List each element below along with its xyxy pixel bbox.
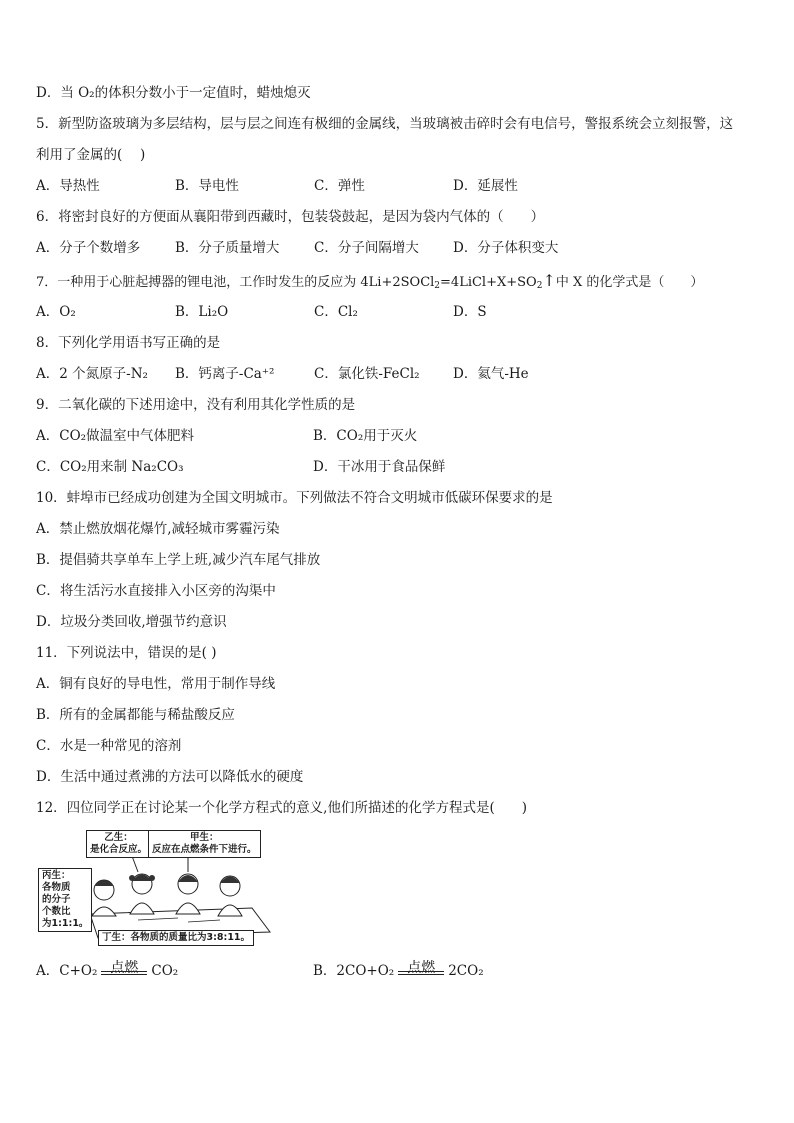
q7-stem-post: 中 X 的化学式是（ ）	[555, 275, 704, 290]
q6-stem: 6．将密封良好的方便面从襄阳带到西藏时，包装袋鼓起，是因为袋内气体的（ ）	[36, 209, 545, 225]
bubble-student-yi	[86, 830, 151, 858]
q11-option-b: B．所有的金属都能与稀盐酸反应	[36, 707, 235, 723]
bubble-ding-text: 丁生：各物质的质量比为3:8:11。	[102, 932, 251, 943]
q12-option-a-label: A．	[36, 963, 60, 979]
q8-option-c: C．氯化铁-FeCl₂	[314, 366, 420, 382]
bubble-student-jia	[148, 830, 261, 858]
q11-stem: 11．下列说法中，错误的是( )	[36, 645, 217, 661]
q7-option-b: B．Li₂O	[175, 304, 229, 320]
q5-options	[36, 171, 766, 202]
q12-stem: 12．四位同学正在讨论某一个化学方程式的意义,他们所描述的化学方程式是( )	[36, 800, 528, 816]
q12-option-a	[36, 956, 313, 987]
q10-option-c: C．将生活污水直接排入小区旁的沟渠中	[36, 583, 276, 599]
bubble-student-ding	[98, 930, 254, 946]
q6-options	[36, 233, 766, 264]
q5-stem-line2: 利用了金属的( )	[36, 147, 146, 163]
q9-options-row2	[36, 452, 766, 483]
q12-option-a-reactants: C+O₂	[59, 963, 98, 979]
q12-options	[36, 956, 766, 987]
q7-options	[36, 297, 766, 328]
q10-option-a: A．禁止燃放烟花爆竹,减轻城市雾霾污染	[36, 521, 280, 537]
exam-page	[36, 78, 766, 987]
q12-option-a-products: CO₂	[151, 963, 179, 979]
bubble-jia-name: 甲生：	[190, 832, 219, 843]
q12-option-b-label: B．	[313, 963, 337, 979]
q5-option-a: A．导热性	[36, 178, 100, 194]
q9-options-row1	[36, 421, 766, 452]
q9-option-d: D．干冰用于食品保鲜	[313, 459, 446, 475]
q11-option-c: C．水是一种常见的溶剂	[36, 738, 182, 754]
q12-option-b-products: 2CO₂	[448, 963, 484, 979]
bubble-student-bing	[38, 868, 92, 932]
q12-option-b	[313, 956, 590, 987]
bubble-bing-text-3: 个数比	[42, 906, 71, 917]
q9-stem: 9．二氧化碳的下述用途中，没有利用其化学性质的是	[36, 397, 356, 413]
q4-option-d: D．当 O₂的体积分数小于一定值时，蜡烛熄灭	[36, 85, 311, 101]
q11-option-a: A．铜有良好的导电性，常用于制作导线	[36, 676, 276, 692]
q8-option-a: A．2 个氮原子-N₂	[36, 366, 148, 382]
equals-bar-bottom-b	[398, 974, 444, 975]
q12-students-figure	[38, 828, 278, 946]
gas-arrow-icon: ↑	[542, 271, 556, 290]
bubble-yi-name: 乙生：	[104, 832, 133, 843]
equals-bar-top-b	[398, 971, 444, 972]
q7-option-c: C．Cl₂	[314, 304, 358, 320]
equals-bar-bottom-a	[101, 974, 147, 975]
q7-stem	[36, 264, 766, 297]
q5-stem-line1: 5．新型防盗玻璃为多层结构，层与层之间连有极细的金属线，当玻璃被击碎时会有电信号，警报系统会立刻报警，这	[36, 116, 734, 132]
bubble-bing-text-2: 的分子	[42, 894, 71, 905]
q9-option-c: C．CO₂用来制 Na₂CO₃	[36, 459, 184, 475]
q9-option-a: A．CO₂做温室中气体肥料	[36, 428, 195, 444]
q7-option-d: D．S	[453, 304, 487, 320]
q12-option-b-reactants: 2CO+O₂	[336, 963, 395, 979]
q8-stem: 8．下列化学用语书写正确的是	[36, 335, 221, 351]
q8-options	[36, 359, 766, 390]
q7-option-a: A．O₂	[36, 304, 76, 320]
q7-stem-sub1: 2	[434, 281, 441, 291]
q7-stem-mid: =4LiCl+X+SO	[440, 275, 537, 290]
q6-option-d: D．分子体积变大	[453, 240, 559, 256]
q10-stem: 10．蚌埠市已经成功创建为全国文明城市。下列做法不符合文明城市低碳环保要求的是	[36, 490, 553, 506]
bubble-jia-text: 反应在点燃条件下进行。	[152, 844, 257, 855]
q5-option-c: C．弹性	[314, 178, 365, 194]
bubble-bing-text-1: 各物质	[42, 882, 71, 893]
q9-option-b: B．CO₂用于灭火	[313, 428, 418, 444]
bubble-bing-name: 丙生：	[42, 870, 71, 881]
q10-option-d: D．垃圾分类回收,增强节约意识	[36, 614, 227, 630]
q11-option-d: D．生活中通过煮沸的方法可以降低水的硬度	[36, 769, 304, 785]
condition-text-b: 点燃	[407, 960, 436, 976]
q6-option-b: B．分子质量增大	[175, 240, 280, 256]
q6-option-c: C．分子间隔增大	[314, 240, 419, 256]
q6-option-a: A．分子个数增多	[36, 240, 141, 256]
bubble-bing-text-4: 为1:1:1。	[42, 918, 89, 929]
q10-option-b: B．提倡骑共享单车上学上班,减少汽车尾气排放	[36, 552, 321, 568]
condition-text-a: 点燃	[110, 960, 139, 976]
q5-option-b: B．导电性	[175, 178, 239, 194]
q7-stem-pre: 7．一种用于心脏起搏器的锂电池，工作时发生的反应为 4Li+2SOCl	[36, 275, 435, 290]
q8-option-b: B．钙离子-Ca⁺²	[175, 366, 275, 382]
bubble-yi-text: 是化合反应。	[90, 844, 148, 855]
q8-option-d: D．氦气-He	[453, 366, 529, 382]
q7-stem-sub2: 2	[536, 281, 543, 291]
equals-bar-top-a	[101, 971, 147, 972]
q5-option-d: D．延展性	[453, 178, 518, 194]
